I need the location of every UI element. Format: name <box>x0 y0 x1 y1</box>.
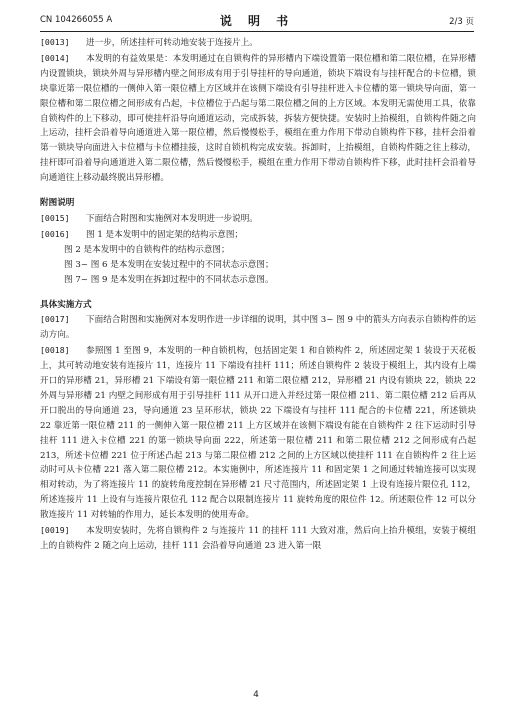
figure-description: 图 7~ 图 9 是本发明在拆卸过程中的不同状态示意图。 <box>64 274 274 285</box>
paragraph-text: 参照图 1 至图 9，本发明的一种自锁机构，包括固定架 1 和自锁构件 2，所述固定架 1 装设于天花板上，其可转动地安装有连接片 11，连接片 11 下端设有挂杆 111；所述自锁构件 2 装设于模组上，其内设有上端开口的异形槽 21，异形槽 21 下端设有第一限位槽 211 和第二限位槽 212，异形槽 21 内设有锁块 22，锁块 22 外周与异形槽 21 内壁之间形成有用于引导挂杆 111 从开口进入并经过第一限位槽 211、第二限位槽 212 后再从开口脱出的导向通道 23，导向通道 23 呈环形状，锁块 22 下端设有与挂杆 111 配合的卡位槽 221，所述锁块 22 靠近第一限位槽 211 的一侧伸入第一限位槽 211 上方区域并在该侧下端设有能在自锁构件 2 往下运动时引导挂杆 111 进入卡位槽 221 的第一锁块导向面 222，所述第一限位槽 211 和第二限位槽 212 之间形成有凸起 213，所述卡位槽 221 位于所述凸起 213 与第二限位槽 212 之间的上方区域以使挂杆 111 在自锁构件 2 往上运动时可从卡位槽 221 落入第二限位槽 212。本实施例中，所述连接片 11 和固定架 1 之间通过转轴连接可以实现相对转动，为了将连接片 11 的旋转角度控制在异形槽 21 尺寸范围内，所述固定架 1 上设有连接片限位孔 112，所述连接片 11 上设有与连接片限位孔 112 配合以限制连接片 11 旋转角度的限位件 12。所述限位件 12 可以分散连接片 11 对转轴的作用力，延长本发明的使用寿命。 <box>40 346 476 521</box>
paragraph <box>40 343 476 523</box>
paragraph-text: 进一步，所述挂杆可转动地安装于连接片上。 <box>86 38 258 48</box>
paragraph-text: 本发明的有益效果是：本发明通过在自锁构件的异形槽内下端设置第一限位槽和第二限位槽，在异形槽内设置锁块，锁块外周与异形槽内壁之间形成有用于引导挂杆的导向通道，锁块下端设有与挂杆配合的卡位槽，锁块靠近第一限位槽的一侧伸入第一限位槽上方区域并在该侧下端设有引导挂杆进入卡位槽的第一锁块导向面，第一限位槽和第二限位槽之间形成有凸起，卡位槽位于凸起与第二限位槽之间的上方区域。本发明无需使用工具，依靠自锁构件的上下移动，即可使挂杆沿导向通道运动，完成拆装，拆装方便快捷。安装时上抬模组，自锁构件随之向上运动，挂杆会沿着导向通道进入第一限位槽，然后慢慢松手，模组在重力作用下带动自锁构件下移，挂杆会沿着第一锁块导向面进入卡位槽与卡位槽挂接，这时自锁机构完成安装。拆卸时，上抬模组，自锁构件随之往上移动，挂杆即可沿着导向通道进入第二限位槽，然后慢慢松手，模组在重力作用下带动自锁构件下移，此时挂杆会沿着导向通道往上移动最终脱出异形槽。 <box>40 53 476 184</box>
section-heading: 附图说明 <box>40 198 75 209</box>
document-title: 说 明 书 <box>219 14 295 28</box>
figure-description: 图 2 是本发明中的自锁构件的结构示意图； <box>64 244 230 255</box>
patent-number: CN 104266055 A <box>40 15 113 25</box>
paragraph-number: [0015] <box>40 212 70 223</box>
header-rule <box>40 31 474 32</box>
document-body <box>40 35 476 554</box>
paragraph-number: [0014] <box>40 52 70 63</box>
paragraph-number: [0013] <box>40 37 70 47</box>
page-header <box>40 12 474 30</box>
paragraph <box>40 35 476 51</box>
page-counter: 2/3 页 <box>449 17 474 27</box>
paragraph <box>40 312 476 343</box>
figure-description: 图 3~ 图 6 是本发明在安装过程中的不同状态示意图； <box>64 259 274 270</box>
paragraph-number: [0018] <box>40 345 70 356</box>
paragraph <box>40 227 476 243</box>
page-number: 4 <box>253 690 259 700</box>
section-heading: 具体实施方式 <box>40 299 92 310</box>
paragraph-number: [0017] <box>40 314 70 325</box>
paragraph-number: [0016] <box>40 228 70 239</box>
paragraph <box>40 523 476 554</box>
paragraph-text: 下面结合附图和实施例对本发明作进一步详细的说明，其中图 3~ 图 9 中的箭头方向表示自锁构件的运动方向。 <box>40 315 477 341</box>
paragraph-text: 下面结合附图和实施例对本发明进一步说明。 <box>86 213 258 224</box>
paragraph <box>40 51 476 186</box>
paragraph-number: [0019] <box>40 525 70 536</box>
paragraph-text: 本发明安装时，先将自锁构件 2 与连接片 11 的挂杆 111 大致对准，然后向上抬升模组，安装于模组上的自锁构件 2 随之向上运动，挂杆 111 会沿着导向通道 23 进入第一限 <box>40 526 476 551</box>
paragraph-text: 图 1 是本发明中的固定架的结构示意图； <box>86 229 244 240</box>
paragraph <box>40 211 476 227</box>
